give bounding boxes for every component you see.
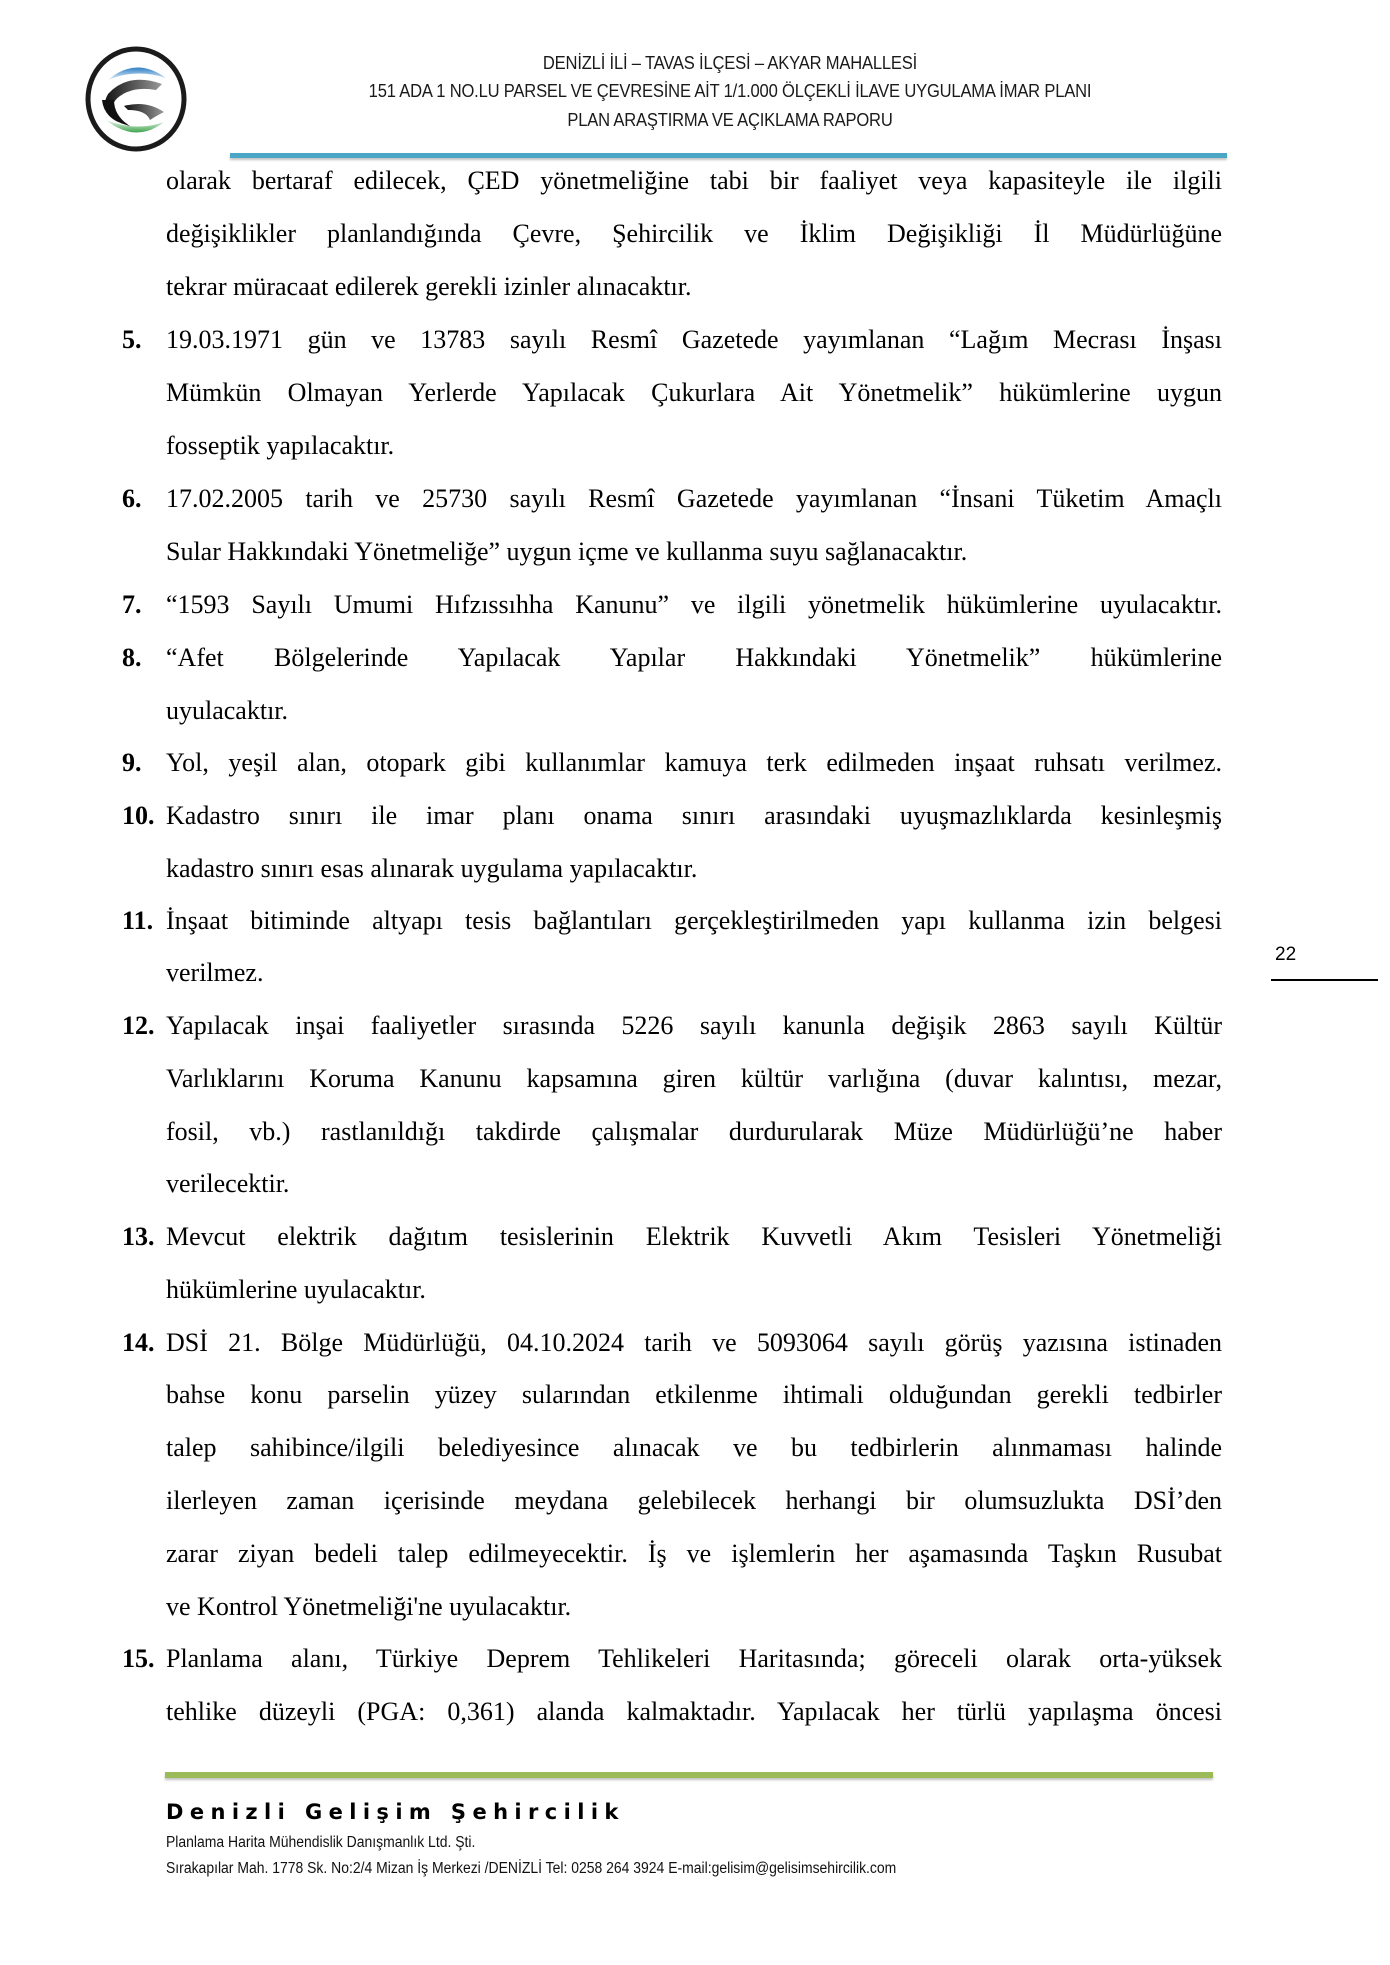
footer-contact-info: Sırakapılar Mah. 1778 Sk. No:2/4 Mizan İş Merkezi /DENİZLİ Tel: 0258 264 3924 E-mail:gelisim@gelisimsehircilik.com xyxy=(166,1860,897,1877)
page-number: 22 xyxy=(1275,944,1297,965)
text-line: talep sahibince/ilgili belediyesince alınacak ve bu tedbirlerin alınmaması halinde xyxy=(166,1433,1222,1462)
text-line: kadastro sınırı esas alınarak uygulama yapılacaktır. xyxy=(166,854,698,883)
header-report-title: PLAN ARAŞTIRMA VE AÇIKLAMA RAPORU xyxy=(567,110,893,130)
list-number: 8. xyxy=(122,643,142,672)
footer-company-name: Denizli Gelişim Şehircilik xyxy=(166,1800,625,1824)
text-line: “1593 Sayılı Umumi Hıfzıssıhha Kanunu” ve ilgili yönetmelik hükümlerine uyulacaktır. xyxy=(166,590,1222,619)
text-line: zarar ziyan bedeli talep edilmeyecektir. İş ve işlemlerin her aşamasında Taşkın Rusubat xyxy=(166,1539,1222,1568)
list-number: 13. xyxy=(122,1222,155,1251)
text-line: Yol, yeşil alan, otopark gibi kullanımlar kamuya terk edilmeden inşaat ruhsatı verilmez. xyxy=(166,748,1222,777)
text-line: verilecektir. xyxy=(166,1169,290,1198)
list-number: 10. xyxy=(122,801,155,830)
text-line: hükümlerine uyulacaktır. xyxy=(166,1275,426,1304)
text-line: Planlama alanı, Türkiye Deprem Tehlikeleri Haritasında; göreceli olarak orta-yüksek xyxy=(166,1644,1222,1673)
text-line: ve Kontrol Yönetmeliği'ne uyulacaktır. xyxy=(166,1592,572,1621)
text-line: uyulacaktır. xyxy=(166,696,289,725)
page-number-underline xyxy=(1271,979,1378,981)
text-line: Kadastro sınırı ile imar planı onama sınırı arasındaki uyuşmazlıklarda kesinleşmiş xyxy=(166,801,1222,830)
text-line: Yapılacak inşai faaliyetler sırasında 5226 sayılı kanunla değişik 2863 sayılı Kültür xyxy=(166,1011,1222,1040)
footer-company-subtitle: Planlama Harita Mühendislik Danışmanlık Ltd. Şti. xyxy=(166,1834,476,1851)
text-line: fosil, vb.) rastlanıldığı takdirde çalışmalar durdurularak Müze Müdürlüğü’ne haber xyxy=(166,1117,1222,1146)
text-line: DSİ 21. Bölge Müdürlüğü, 04.10.2024 tarih ve 5093064 sayılı görüş yazısına istinaden xyxy=(166,1328,1222,1357)
list-number: 6. xyxy=(122,484,142,513)
header-divider xyxy=(230,153,1227,158)
list-number: 5. xyxy=(122,325,142,354)
text-line: Mevcut elektrik dağıtım tesislerinin Elektrik Kuvvetli Akım Tesisleri Yönetmeliği xyxy=(166,1222,1222,1251)
text-line: fosseptik yapılacaktır. xyxy=(166,431,395,460)
text-line: 19.03.1971 gün ve 13783 sayılı Resmî Gazetede yayımlanan “Lağım Mecrası İnşası xyxy=(166,325,1222,354)
list-number: 12. xyxy=(122,1011,155,1040)
header-plan-title: 151 ADA 1 NO.LU PARSEL VE ÇEVRESİNE AİT 1/1.000 ÖLÇEKLİ İLAVE UYGULAMA İMAR PLANI xyxy=(368,81,1092,101)
text-line: 17.02.2005 tarih ve 25730 sayılı Resmî Gazetede yayımlanan “İnsani Tüketim Amaçlı xyxy=(166,484,1222,513)
text-line: Mümkün Olmayan Yerlerde Yapılacak Çukurlara Ait Yönetmelik” hükümlerine uygun xyxy=(166,378,1222,407)
text-line: değişiklikler planlandığında Çevre, Şehircilik ve İklim Değişikliği İl Müdürlüğüne xyxy=(166,219,1222,248)
company-logo-icon xyxy=(84,46,188,152)
text-line: bahse konu parselin yüzey sularından etkilenme ihtimali olduğundan gerekli tedbirler xyxy=(166,1380,1222,1409)
text-line: verilmez. xyxy=(166,958,264,987)
list-number: 9. xyxy=(122,748,142,777)
text-line: İnşaat bitiminde altyapı tesis bağlantıları gerçekleştirilmeden yapı kullanma izin belgesi xyxy=(166,906,1222,935)
header-location-title: DENİZLİ İLİ – TAVAS İLÇESİ – AKYAR MAHALLESİ xyxy=(542,53,918,73)
list-number: 11. xyxy=(122,906,154,935)
list-number: 15. xyxy=(122,1644,155,1673)
footer-divider xyxy=(165,1772,1213,1778)
text-line: Sular Hakkındaki Yönetmeliğe” uygun içme ve kullanma suyu sağlanacaktır. xyxy=(166,537,968,566)
text-line: “Afet Bölgelerinde Yapılacak Yapılar Hakkındaki Yönetmelik” hükümlerine xyxy=(166,643,1222,672)
text-line: olarak bertaraf edilecek, ÇED yönetmeliğine tabi bir faaliyet veya kapasiteyle ile ilgili xyxy=(166,166,1222,195)
text-line: ilerleyen zaman içerisinde meydana gelebilecek herhangi bir olumsuzlukta DSİ’den xyxy=(166,1486,1222,1515)
list-number: 7. xyxy=(122,590,142,619)
text-line: Varlıklarını Koruma Kanunu kapsamına giren kültür varlığına (duvar kalıntısı, mezar, xyxy=(166,1064,1222,1093)
text-line: tekrar müracaat edilerek gerekli izinler alınacaktır. xyxy=(166,272,692,301)
text-line: tehlike düzeyli (PGA: 0,361) alanda kalmaktadır. Yapılacak her türlü yapılaşma öncesi xyxy=(166,1697,1222,1726)
list-number: 14. xyxy=(122,1328,155,1357)
